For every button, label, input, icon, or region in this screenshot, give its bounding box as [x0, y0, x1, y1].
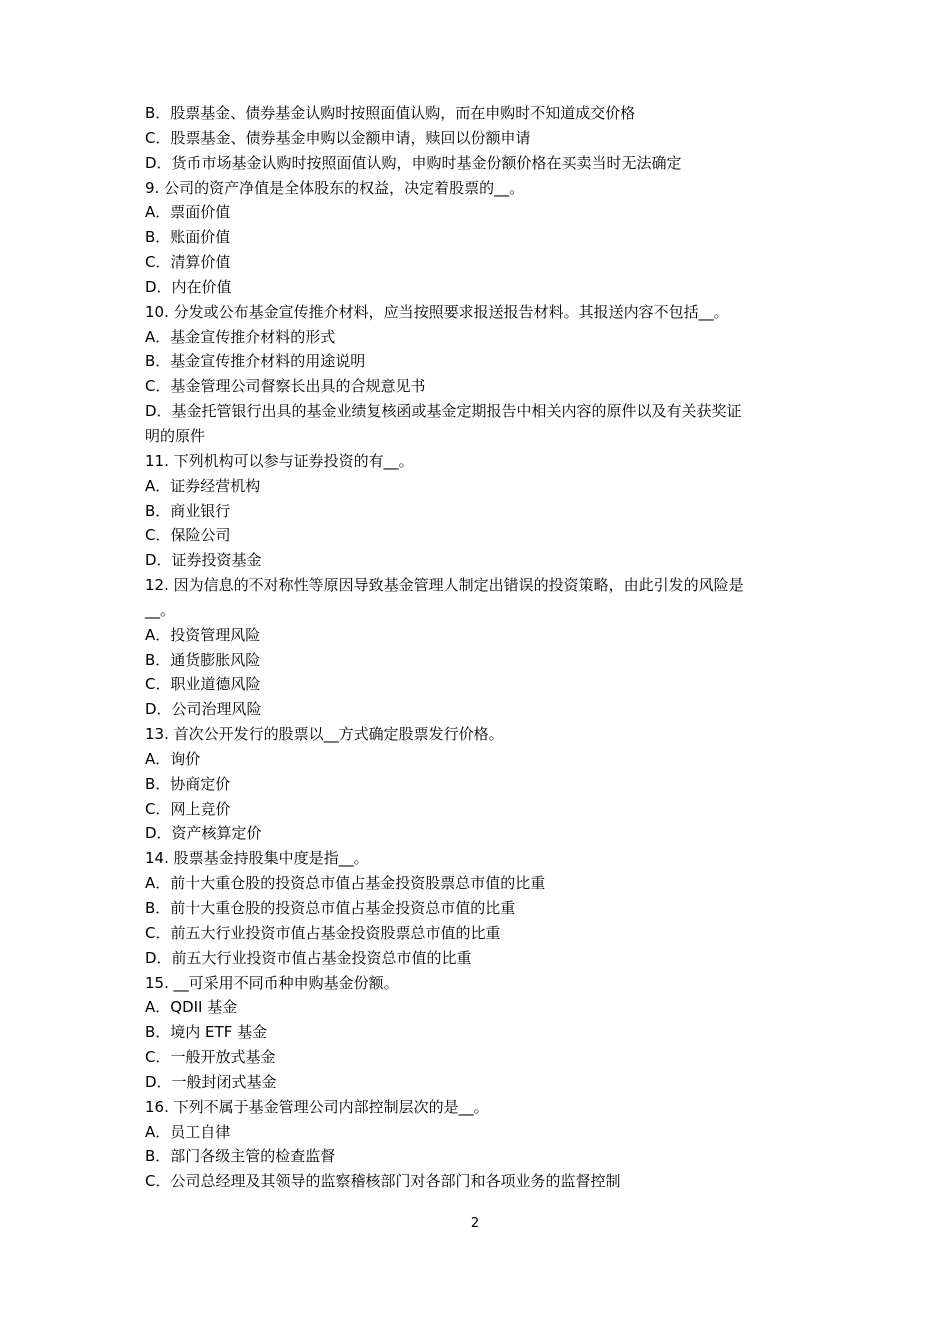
text-line: C．股票基金、债券基金申购以金额申请，赎回以份额申请 — [145, 128, 531, 147]
text-line: B．股票基金、债券基金认购时按照面值认购，而在申购时不知道成交价格 — [145, 104, 636, 122]
option-line: B．账面价值 — [145, 228, 231, 247]
option-line: A．询价 — [145, 749, 201, 768]
option-line: B．境内 ETF 基金 — [145, 1023, 268, 1042]
option-line: B．前十大重仓股的投资总市值占基金投资总市值的比重 — [145, 899, 516, 917]
option-line: C．职业道德风险 — [145, 675, 261, 694]
option-line: D．内在价值 — [145, 277, 232, 296]
question-9: 9. 公司的资产净值是全体股东的权益，决定着股票的__。 — [145, 178, 525, 197]
option-line: A．QDII 基金 — [145, 998, 238, 1017]
option-line: C．公司总经理及其领导的监察稽核部门对各部门和各项业务的监督控制 — [145, 1172, 621, 1191]
option-line: A．前十大重仓股的投资总市值占基金投资股票总市值的比重 — [145, 874, 546, 893]
question-13: 13. 首次公开发行的股票以__方式确定股票发行价格。 — [145, 725, 504, 744]
option-line: D．证券投资基金 — [145, 551, 262, 570]
option-line: C．前五大行业投资市值占基金投资股票总市值的比重 — [145, 923, 501, 942]
option-line: A．票面价值 — [145, 203, 231, 222]
option-line: A．证券经营机构 — [145, 476, 261, 495]
option-line-continued: 明的原件 — [145, 426, 206, 445]
question-12: 12. 因为信息的不对称性等原因导致基金管理人制定出错误的投资策略，由此引发的风险是 — [145, 576, 744, 595]
option-line: A．基金宣传推介材料的形式 — [145, 327, 336, 346]
question-15: 15. __可采用不同币种申购基金份额。 — [145, 973, 399, 992]
option-line: A．员工自律 — [145, 1122, 231, 1141]
page-number: 2 — [470, 1216, 480, 1231]
option-line: D．资产核算定价 — [145, 824, 262, 843]
question-14: 14. 股票基金持股集中度是指__。 — [145, 849, 369, 868]
option-line: B．基金宣传推介材料的用途说明 — [145, 352, 366, 371]
document-body — [145, 101, 825, 1194]
question-10: 10. 分发或公布基金宣传推介材料，应当按照要求报送报告材料。其报送内容不包括__。 — [145, 302, 729, 321]
option-line: A．投资管理风险 — [145, 625, 261, 644]
option-line: C．保险公司 — [145, 526, 231, 545]
text-line: D．货币市场基金认购时按照面值认购，申购时基金份额价格在买卖当时无法确定 — [145, 153, 682, 172]
option-line: B．商业银行 — [145, 501, 231, 520]
option-line: D．基金托管银行出具的基金业绩复核函或基金定期报告中相关内容的原件以及有关获奖证 — [145, 402, 742, 421]
option-line: B．部门各级主管的检查监督 — [145, 1147, 336, 1166]
option-line: C．基金管理公司督察长出具的合规意见书 — [145, 377, 426, 396]
option-line: C．一般开放式基金 — [145, 1048, 276, 1067]
question-12-continued: __。 — [145, 600, 176, 619]
option-line: B．通货膨胀风险 — [145, 650, 261, 669]
option-line: B．协商定价 — [145, 774, 231, 793]
option-line: D．一般封闭式基金 — [145, 1072, 277, 1091]
question-11: 11. 下列机构可以参与证券投资的有__。 — [145, 451, 414, 470]
question-16: 16. 下列不属于基金管理公司内部控制层次的是__。 — [145, 1097, 489, 1116]
option-line: D．前五大行业投资市值占基金投资总市值的比重 — [145, 948, 472, 967]
option-line: C．网上竞价 — [145, 799, 231, 818]
option-line: D．公司治理风险 — [145, 700, 262, 719]
option-line: C．清算价值 — [145, 253, 231, 272]
